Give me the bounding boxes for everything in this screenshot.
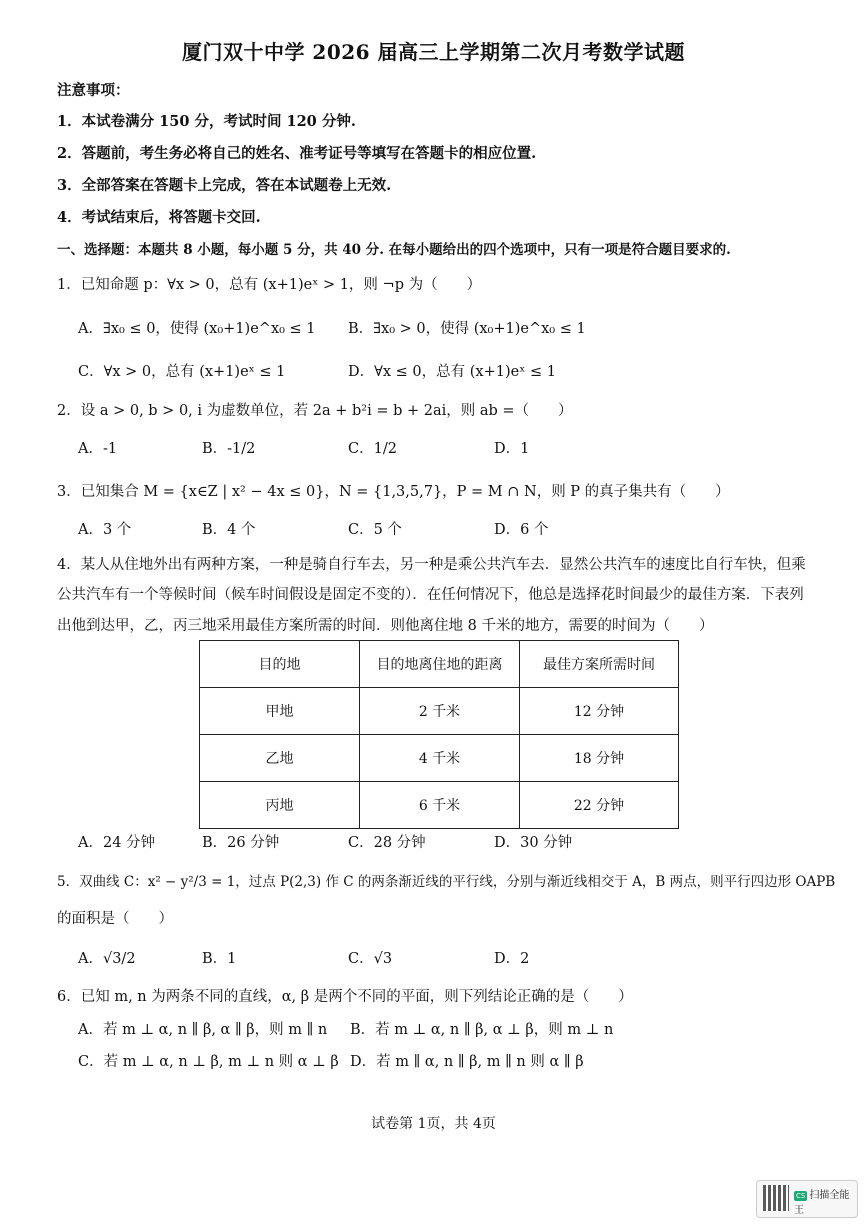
table-cell: 2 千米 bbox=[360, 688, 520, 735]
table-cell: 4 千米 bbox=[360, 735, 520, 782]
question-5-option-a: A．√3/2 bbox=[78, 951, 136, 967]
notice-item-3: 3．全部答案在答题卡上完成，答在本试题卷上无效. bbox=[57, 177, 392, 194]
table-cell: 18 分钟 bbox=[520, 735, 679, 782]
exam-title: 厦门双十中学 2026 届高三上学期第二次月考数学试题 bbox=[181, 40, 686, 64]
table-row bbox=[200, 782, 679, 829]
table-row bbox=[200, 688, 679, 735]
table-header-cell: 目的地 bbox=[200, 641, 360, 688]
scanner-name: 扫描全能王 bbox=[794, 1190, 850, 1216]
question-1-option-d: D．∀x ≤ 0，总有 (x+1)eˣ ≤ 1 bbox=[348, 364, 556, 380]
page-footer: 试卷第 1页，共 4页 bbox=[371, 1116, 496, 1132]
question-6-option-b: B．若 m ⊥ α, n ∥ β, α ⊥ β，则 m ⊥ n bbox=[350, 1022, 614, 1038]
table-cell: 丙地 bbox=[200, 782, 360, 829]
question-6-stem: 6．已知 m, n 为两条不同的直线，α, β 是两个不同的平面，则下列结论正确的是（ ） bbox=[57, 989, 633, 1005]
question-4-option-b: B．26 分钟 bbox=[202, 835, 280, 851]
notice-item-4: 4．考试结束后，将答题卡交回. bbox=[57, 209, 261, 226]
table-cell: 22 分钟 bbox=[520, 782, 679, 829]
question-5-line-2: 的面积是（ ） bbox=[57, 911, 173, 927]
table-header-cell: 目的地离住地的距离 bbox=[360, 641, 520, 688]
question-2-option-d: D．1 bbox=[494, 441, 530, 457]
table-header-cell: 最佳方案所需时间 bbox=[520, 641, 679, 688]
question-1-stem: 1．已知命题 p：∀x > 0，总有 (x+1)eˣ > 1，则 ¬p 为（ ） bbox=[57, 277, 482, 293]
question-6-option-c: C．若 m ⊥ α, n ⊥ β, m ⊥ n 则 α ⊥ β bbox=[78, 1054, 339, 1070]
question-4-line-1: 4．某人从住地外出有两种方案，一种是骑自行车去，另一种是乘公共汽车去．显然公共汽车的速度比自行车快，但乘 bbox=[57, 557, 806, 573]
question-2-option-c: C．1/2 bbox=[348, 441, 397, 457]
question-3-option-d: D．6 个 bbox=[494, 522, 549, 538]
question-4-option-a: A．24 分钟 bbox=[78, 835, 156, 851]
table-cell: 6 千米 bbox=[360, 782, 520, 829]
question-3-option-a: A．3 个 bbox=[78, 522, 132, 538]
question-3-option-c: C．5 个 bbox=[348, 522, 402, 538]
question-6-option-a: A．若 m ⊥ α, n ∥ β, α ∥ β，则 m ∥ n bbox=[78, 1022, 328, 1038]
question-4-option-c: C．28 分钟 bbox=[348, 835, 426, 851]
question-2-option-b: B．-1/2 bbox=[202, 441, 256, 457]
question-6-option-d: D．若 m ∥ α, n ∥ β, m ∥ n 则 α ∥ β bbox=[350, 1054, 584, 1070]
table-header-row bbox=[200, 641, 679, 688]
qr-code-icon bbox=[763, 1185, 789, 1211]
notice-item-1: 1．本试卷满分 150 分，考试时间 120 分钟. bbox=[57, 113, 356, 130]
cs-logo-icon: CS bbox=[796, 1192, 806, 1200]
question-4-option-d: D．30 分钟 bbox=[494, 835, 573, 851]
question-3-option-b: B．4 个 bbox=[202, 522, 256, 538]
table-cell: 甲地 bbox=[200, 688, 360, 735]
question-5-option-b: B．1 bbox=[202, 951, 237, 967]
question-3-stem: 3．已知集合 M = {x∈Z | x² − 4x ≤ 0}，N = {1,3,5,7}，P = M ∩ N，则 P 的真子集共有（ ） bbox=[57, 484, 730, 500]
distance-time-table bbox=[199, 640, 679, 829]
notice-item-2: 2．答题前，考生务必将自己的姓名、准考证号等填写在答题卡的相应位置. bbox=[57, 145, 537, 162]
question-5-option-d: D．2 bbox=[494, 951, 530, 967]
section-heading: 一、选择题：本题共 8 小题，每小题 5 分，共 40 分. 在每小题给出的四个选项中，只有一项是符合题目要求的. bbox=[57, 242, 731, 258]
scanner-watermark bbox=[756, 1180, 858, 1218]
table-cell: 乙地 bbox=[200, 735, 360, 782]
scanner-brand bbox=[794, 1186, 857, 1216]
question-4-line-3: 出他到达甲，乙，丙三地采用最佳方案所需的时间．则他离住地 8 千米的地方，需要的时间为（ ） bbox=[57, 618, 714, 634]
question-1-option-b: B．∃x₀ > 0，使得 (x₀+1)e^x₀ ≤ 1 bbox=[348, 321, 586, 337]
question-5-option-c: C．√3 bbox=[348, 951, 393, 967]
question-1-option-a: A．∃x₀ ≤ 0，使得 (x₀+1)e^x₀ ≤ 1 bbox=[78, 321, 316, 337]
question-2-stem: 2．设 a > 0, b > 0, i 为虚数单位，若 2a + b²i = b + 2ai，则 ab =（ ） bbox=[57, 403, 573, 419]
table-row bbox=[200, 735, 679, 782]
question-1-option-c: C．∀x > 0，总有 (x+1)eˣ ≤ 1 bbox=[78, 364, 286, 380]
question-4-line-2: 公共汽车有一个等候时间（候车时间假设是固定不变的）．在任何情况下，他总是选择花时间最少的最佳方案．下表列 bbox=[57, 587, 804, 603]
question-2-option-a: A．-1 bbox=[78, 441, 118, 457]
notice-heading: 注意事项： bbox=[57, 82, 130, 99]
question-5-line-1: 5．双曲线 C：x² − y²/3 = 1，过点 P(2,3) 作 C 的两条渐近线的平行线，分别与渐近线相交于 A，B 两点，则平行四边形 OAPB bbox=[57, 874, 836, 890]
table-cell: 12 分钟 bbox=[520, 688, 679, 735]
